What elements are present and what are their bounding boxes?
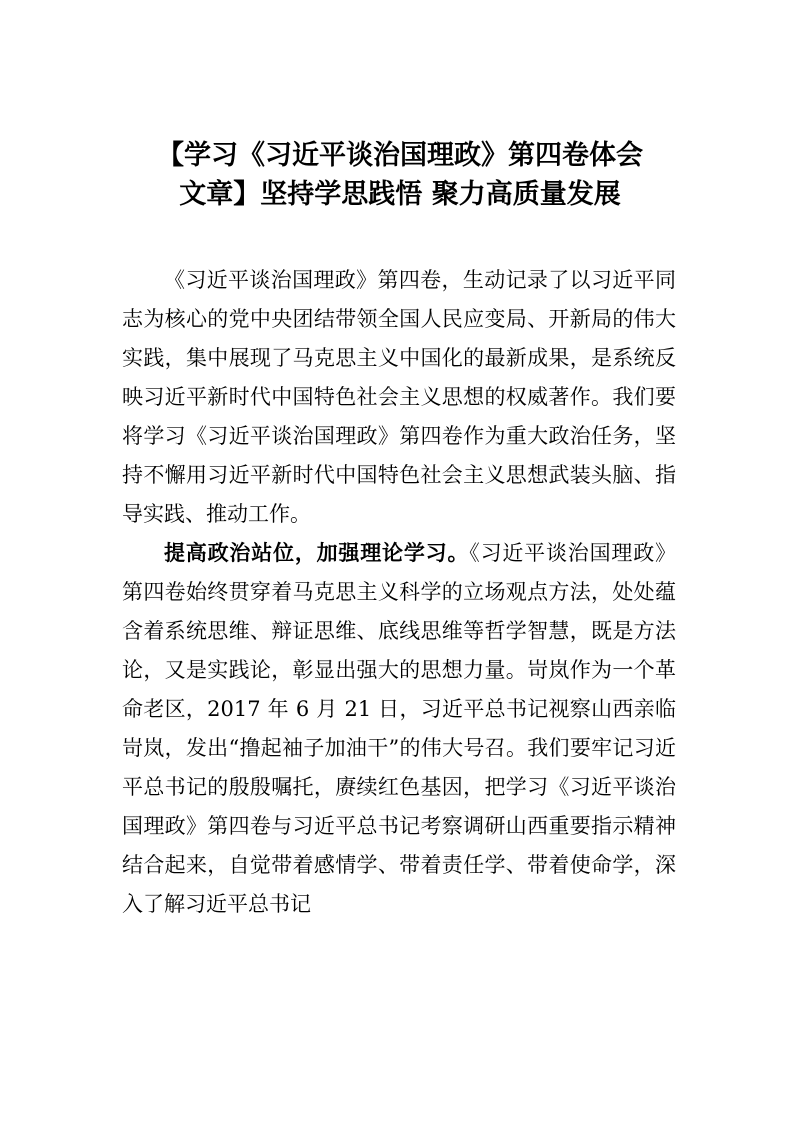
document-body bbox=[122, 261, 676, 924]
paragraph-2-lead: 提高政治站位，加强理论学习。 bbox=[164, 541, 470, 565]
title-line-2: 文章】坚持学思践悟 聚力高质量发展 bbox=[179, 179, 621, 210]
paragraph-1-text: 《习近平谈治国理政》第四卷，生动记录了以习近平同志为核心的党中央团结带领全国人民应变局、开新局的伟大实践，集中展现了马克思主义中国化的最新成果，是系统反映习近平新时代中国特色社会主义思想的权威著作。我们要将学习《习近平谈治国理政》第四卷作为重大政治任务，坚持不懈用习近平新时代中国特色社会主义思想武装头脑、指导实践、推动工作。 bbox=[122, 268, 676, 526]
paragraph-1 bbox=[122, 261, 676, 534]
document-title bbox=[110, 136, 690, 214]
title-line-1: 【学习《习近平谈治国理政》第四卷体会 bbox=[157, 140, 643, 171]
paragraph-2 bbox=[122, 534, 676, 924]
paragraph-2-text: 《习近平谈治国理政》第四卷始终贯穿着马克思主义科学的立场观点方法，处处蕴含着系统思维、辩证思维、底线思维等哲学智慧，既是方法论，又是实践论，彰显出强大的思想力量。岢岚作为一个革命老区，2017 年 6 月 21 日，习近平总书记视察山西亲临岢岚，发出“撸起袖子加油干”的伟大号召。我们要牢记习近平总书记的殷殷嘱托，赓续红色基因，把学习《习近平谈治国理政》第四卷与习近平总书记考察调研山西重要指示精神结合起来，自觉带着感情学、带着责任学、带着使命学，深入了解习近平总书记 bbox=[122, 541, 677, 916]
